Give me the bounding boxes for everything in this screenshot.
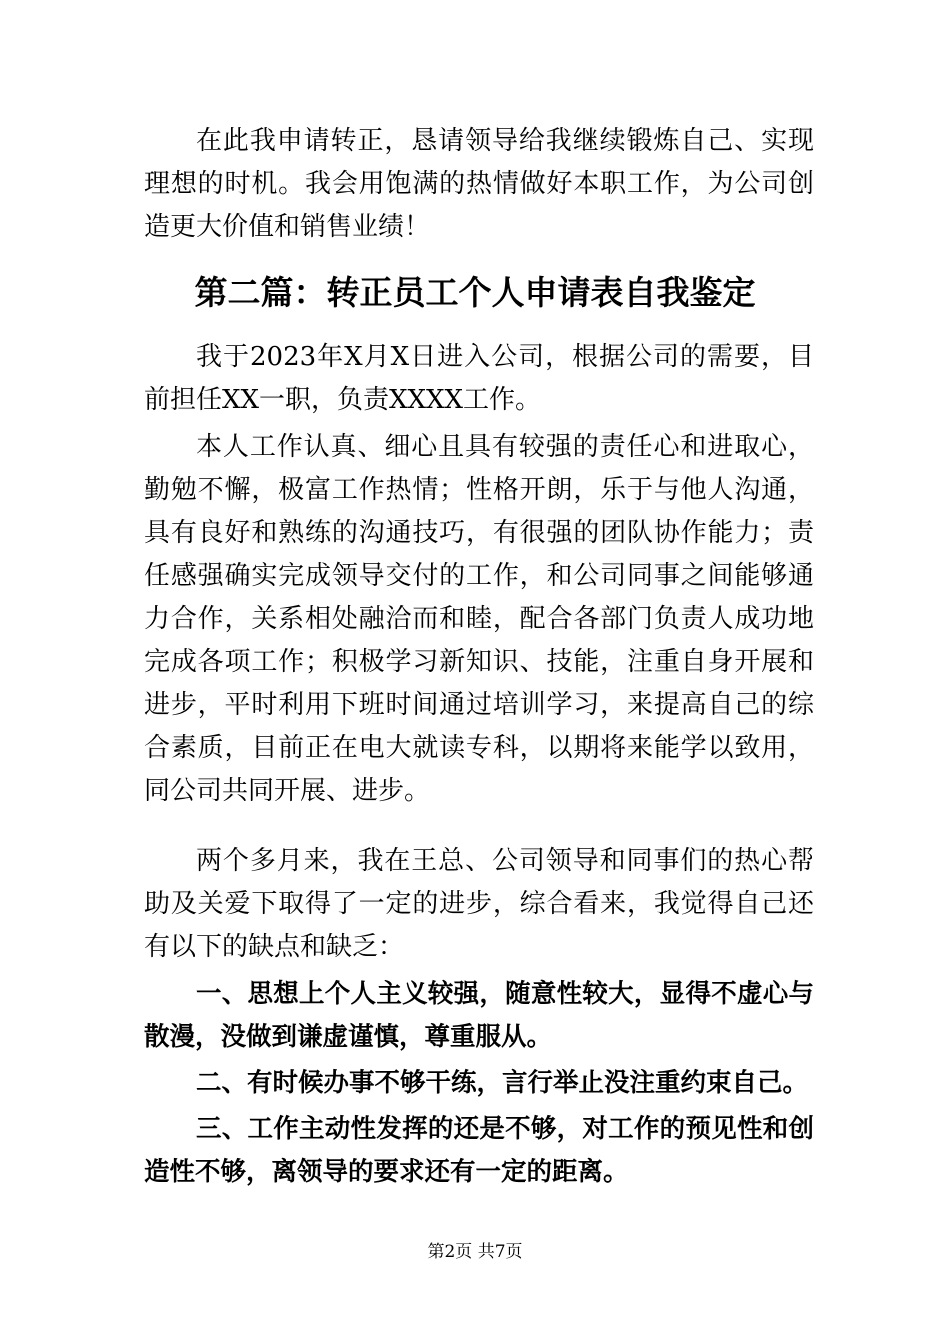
- paragraph-conclusion: 在此我申请转正，恳请领导给我继续锻炼自己、实现理想的时机。我会用饱满的热情做好本职工作，为公司创造更大价值和销售业绩！: [144, 126, 814, 242]
- shortcoming-item-2: 二、有时候办事不够干练，言行举止没注重约束自己。: [196, 1068, 809, 1098]
- section-heading: 第二篇：转正员工个人申请表自我鉴定: [194, 273, 756, 312]
- paragraph-intro: 我于2023年X月X日进入公司，根据公司的需要，目前担任XX一职，负责XXXX工作。: [144, 342, 814, 415]
- shortcoming-item-3: 三、工作主动性发挥的还是不够，对工作的预见性和创造性不够，离领导的要求还有一定的距离。: [144, 1114, 814, 1187]
- shortcoming-item-1: 一、思想上个人主义较强，随意性较大，显得不虚心与散漫，没做到谦虚谨慎，尊重服从。: [144, 979, 814, 1052]
- paragraph-shortcomings-intro: 两个多月来，我在王总、公司领导和同事们的热心帮助及关爱下取得了一定的进步，综合看来，我觉得自己还有以下的缺点和缺乏：: [144, 846, 814, 962]
- page-number-footer: 第2页 共7页: [427, 1242, 523, 1262]
- paragraph-self-evaluation: 本人工作认真、细心且具有较强的责任心和进取心，勤勉不懈，极富工作热情；性格开朗，乐于与他人沟通，具有良好和熟练的沟通技巧，有很强的团队协作能力；责任感强确实完成领导交付的工作，和公司同事之间能够通力合作，关系相处融洽而和睦，配合各部门负责人成功地完成各项工作；积极学习新知识、技能，注重自身开展和进步，平时利用下班时间通过培训学习，来提高自己的综合素质，目前正在电大就读专科，以期将来能学以致用，同公司共同开展、进步。: [144, 432, 814, 806]
